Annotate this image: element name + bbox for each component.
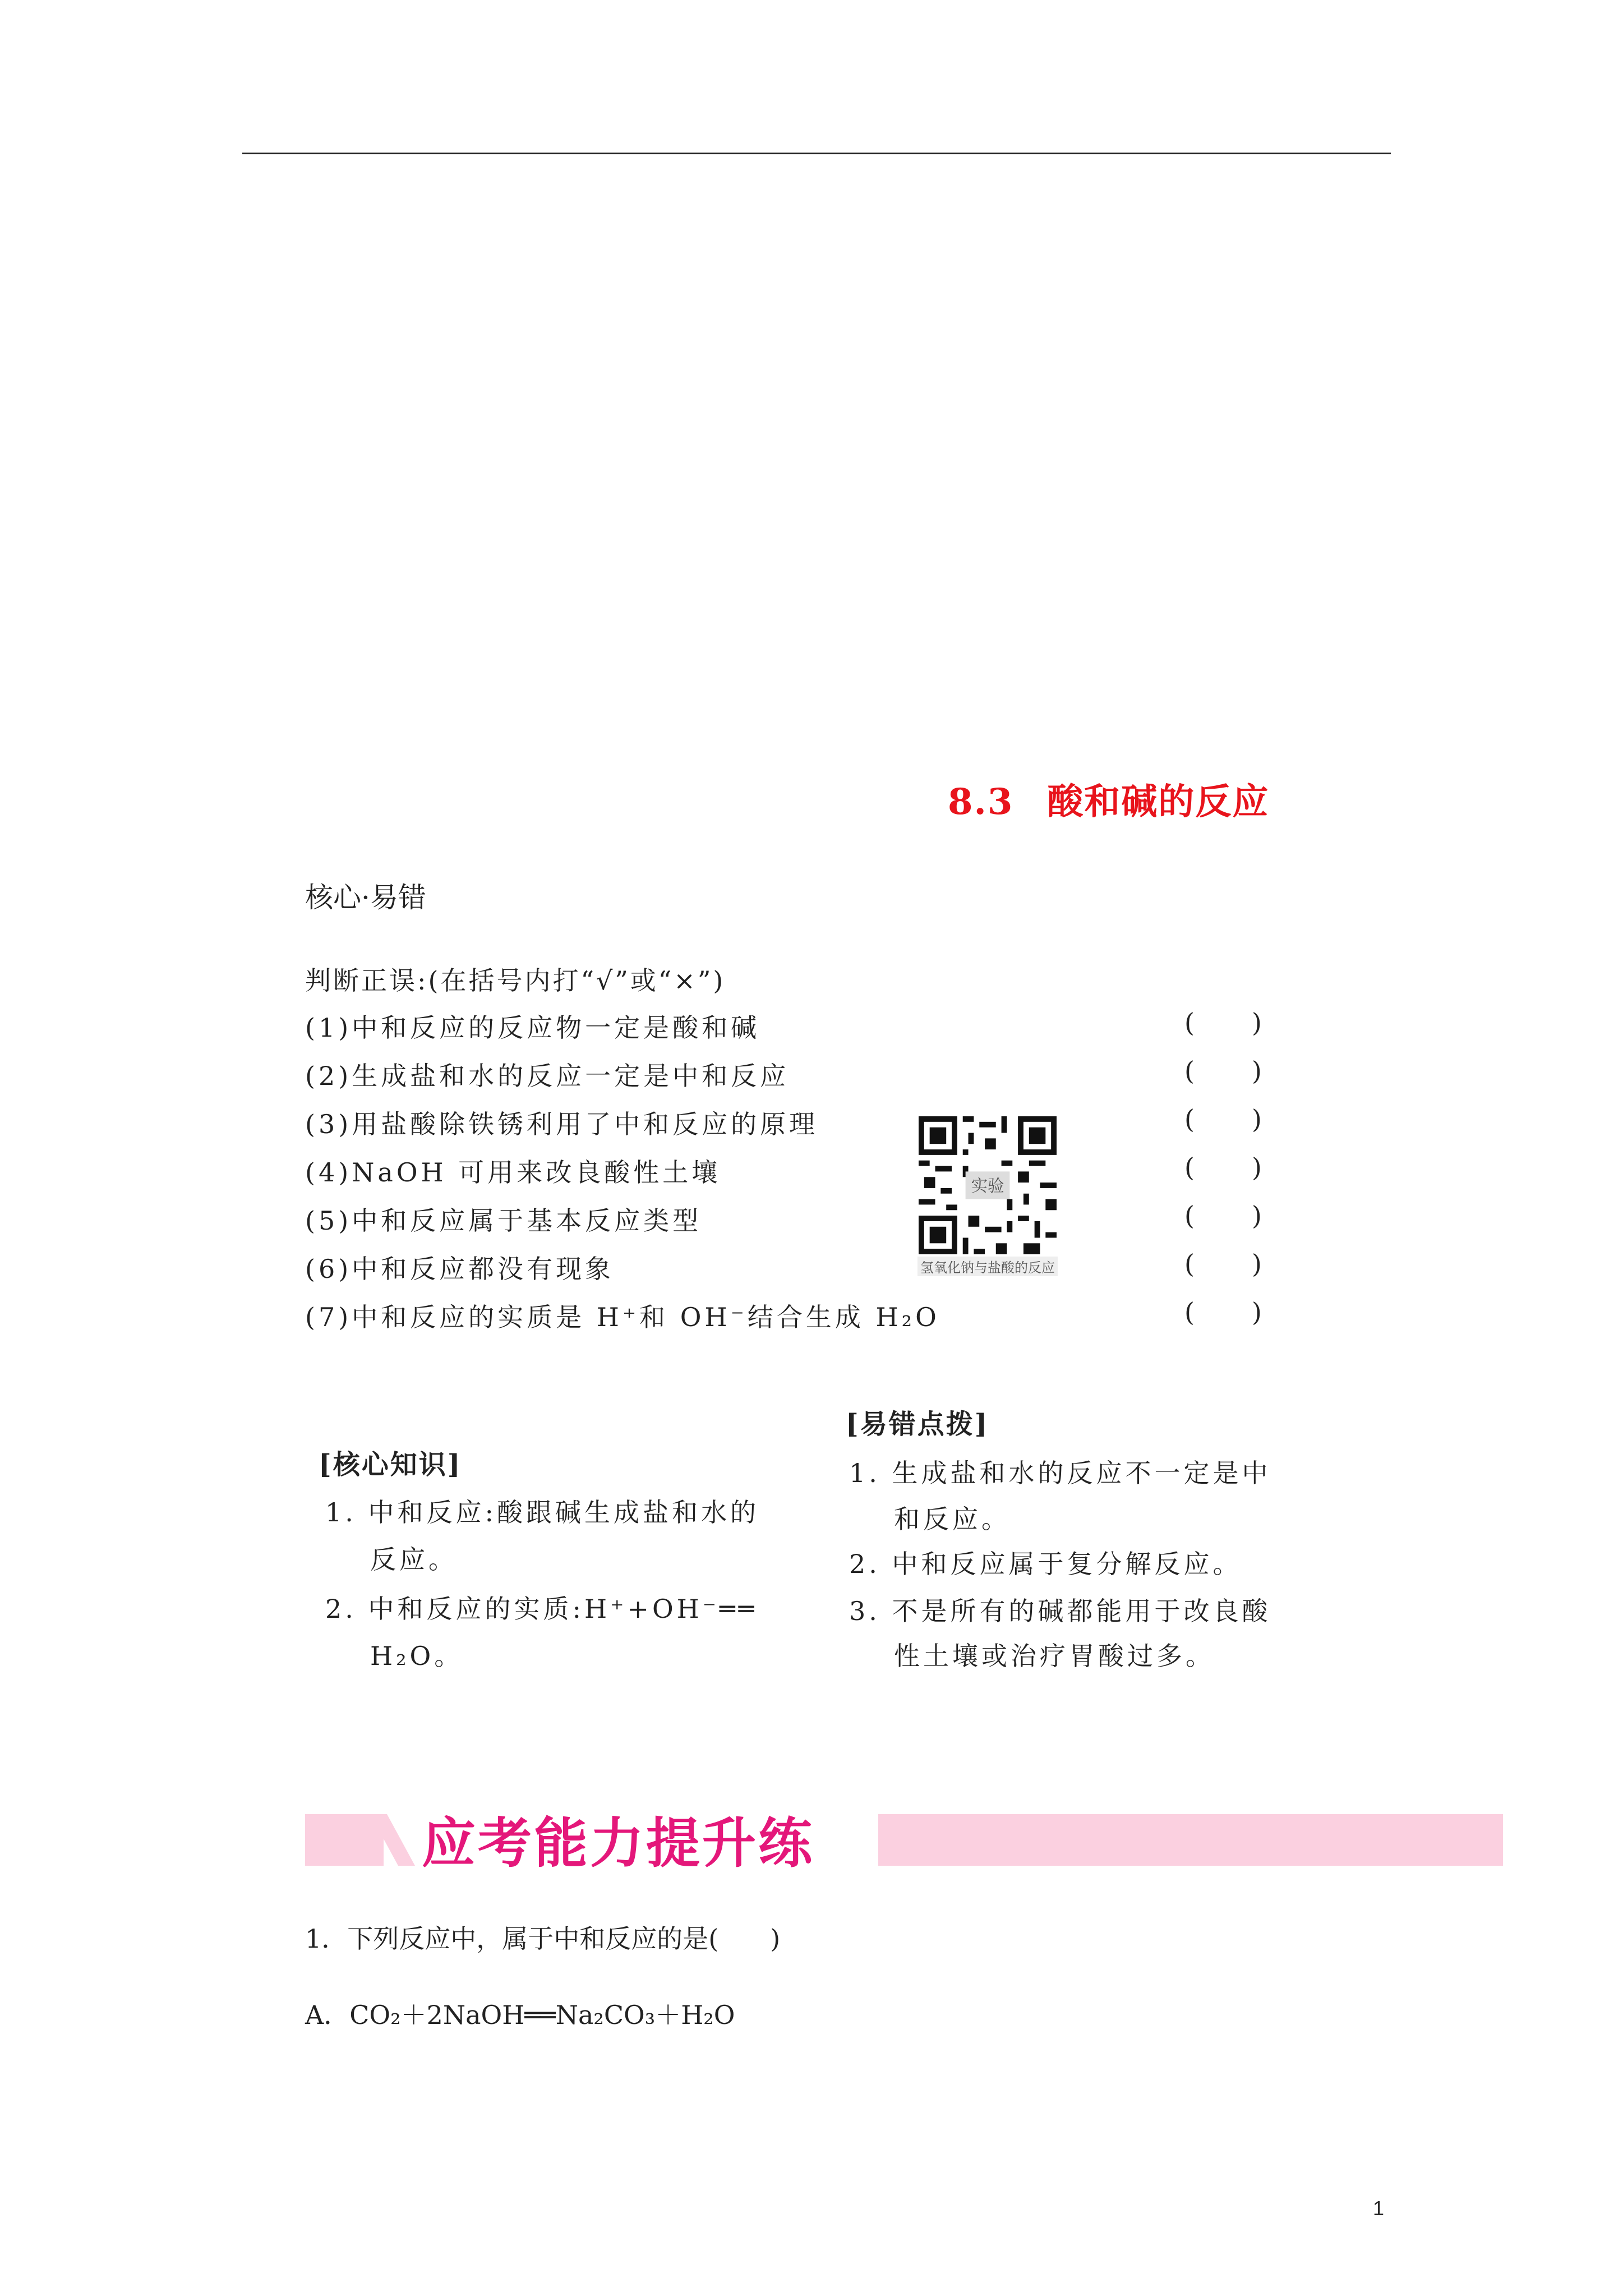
judge-item-4: (4)NaOH 可用来改良酸性土壤 bbox=[305, 1157, 721, 1188]
judge-item-7: (7)中和反应的实质是 H⁺和 OH⁻结合生成 H₂O bbox=[305, 1302, 940, 1332]
qr-code-icon bbox=[919, 1116, 1057, 1254]
answer-blank-6[interactable]: ( ) bbox=[1184, 1249, 1262, 1279]
pitfalls-line-5: 性土壤或治疗胃酸过多。 bbox=[894, 1641, 1215, 1671]
pitfalls-heading: [易错点拨] bbox=[846, 1409, 989, 1440]
question-1: 1．下列反应中，属于中和反应的是( ) bbox=[305, 1924, 781, 1954]
answer-blank-2[interactable]: ( ) bbox=[1184, 1056, 1262, 1086]
answer-blank-5[interactable]: ( ) bbox=[1184, 1200, 1262, 1231]
knowledge-line-4: H₂O。 bbox=[370, 1641, 464, 1671]
pitfalls-line-1: 1. 生成盐和水的反应不一定是中 bbox=[849, 1458, 1271, 1488]
knowledge-line-1: 1. 中和反应:酸跟碱生成盐和水的 bbox=[325, 1497, 760, 1527]
judge-item-2: (2)生成盐和水的反应一定是中和反应 bbox=[305, 1061, 790, 1091]
core-heading: 核心·易错 bbox=[305, 881, 426, 914]
answer-blank-3[interactable]: ( ) bbox=[1184, 1104, 1262, 1134]
practice-banner-title: 应考能力提升练 bbox=[422, 1812, 814, 1875]
answer-blank-4[interactable]: ( ) bbox=[1184, 1152, 1262, 1182]
knowledge-line-3: 2. 中和反应的实质:H⁺+OH⁻══ bbox=[325, 1594, 758, 1624]
question-1-option-a[interactable]: A．CO₂＋2NaOH══Na₂CO₃＋H₂O bbox=[305, 2000, 735, 2030]
section-name: 酸和碱的反应 bbox=[1047, 781, 1270, 823]
qr-center-label: 实验 bbox=[971, 1176, 1004, 1195]
judge-item-1: (1)中和反应的反应物一定是酸和碱 bbox=[305, 1013, 760, 1043]
judge-instructions: 判断正误:(在括号内打“√”或“×”) bbox=[305, 965, 726, 996]
section-title bbox=[948, 773, 1269, 825]
judge-item-5: (5)中和反应属于基本反应类型 bbox=[305, 1205, 702, 1236]
judge-item-3: (3)用盐酸除铁锈利用了中和反应的原理 bbox=[305, 1109, 819, 1139]
pitfalls-line-3: 2. 中和反应属于复分解反应。 bbox=[849, 1549, 1242, 1579]
knowledge-heading: [核心知识] bbox=[319, 1449, 462, 1480]
knowledge-line-2: 反应。 bbox=[370, 1544, 458, 1575]
header-rule bbox=[242, 153, 1391, 154]
pitfalls-line-4: 3. 不是所有的碱都能用于改良酸 bbox=[849, 1596, 1271, 1626]
pitfalls-line-2: 和反应。 bbox=[894, 1504, 1011, 1534]
qr-caption: 氢氧化钠与盐酸的反应 bbox=[917, 1257, 1058, 1276]
answer-blank-7[interactable]: ( ) bbox=[1184, 1297, 1262, 1327]
judge-item-6: (6)中和反应都没有现象 bbox=[305, 1254, 615, 1284]
answer-blank-1[interactable]: ( ) bbox=[1184, 1007, 1262, 1038]
section-number: 8.3 bbox=[948, 781, 1014, 823]
qr-code[interactable] bbox=[919, 1116, 1057, 1254]
banner-slash-icon bbox=[370, 1814, 415, 1866]
banner-right-bar bbox=[878, 1814, 1503, 1866]
page-number: 1 bbox=[1373, 2197, 1385, 2220]
